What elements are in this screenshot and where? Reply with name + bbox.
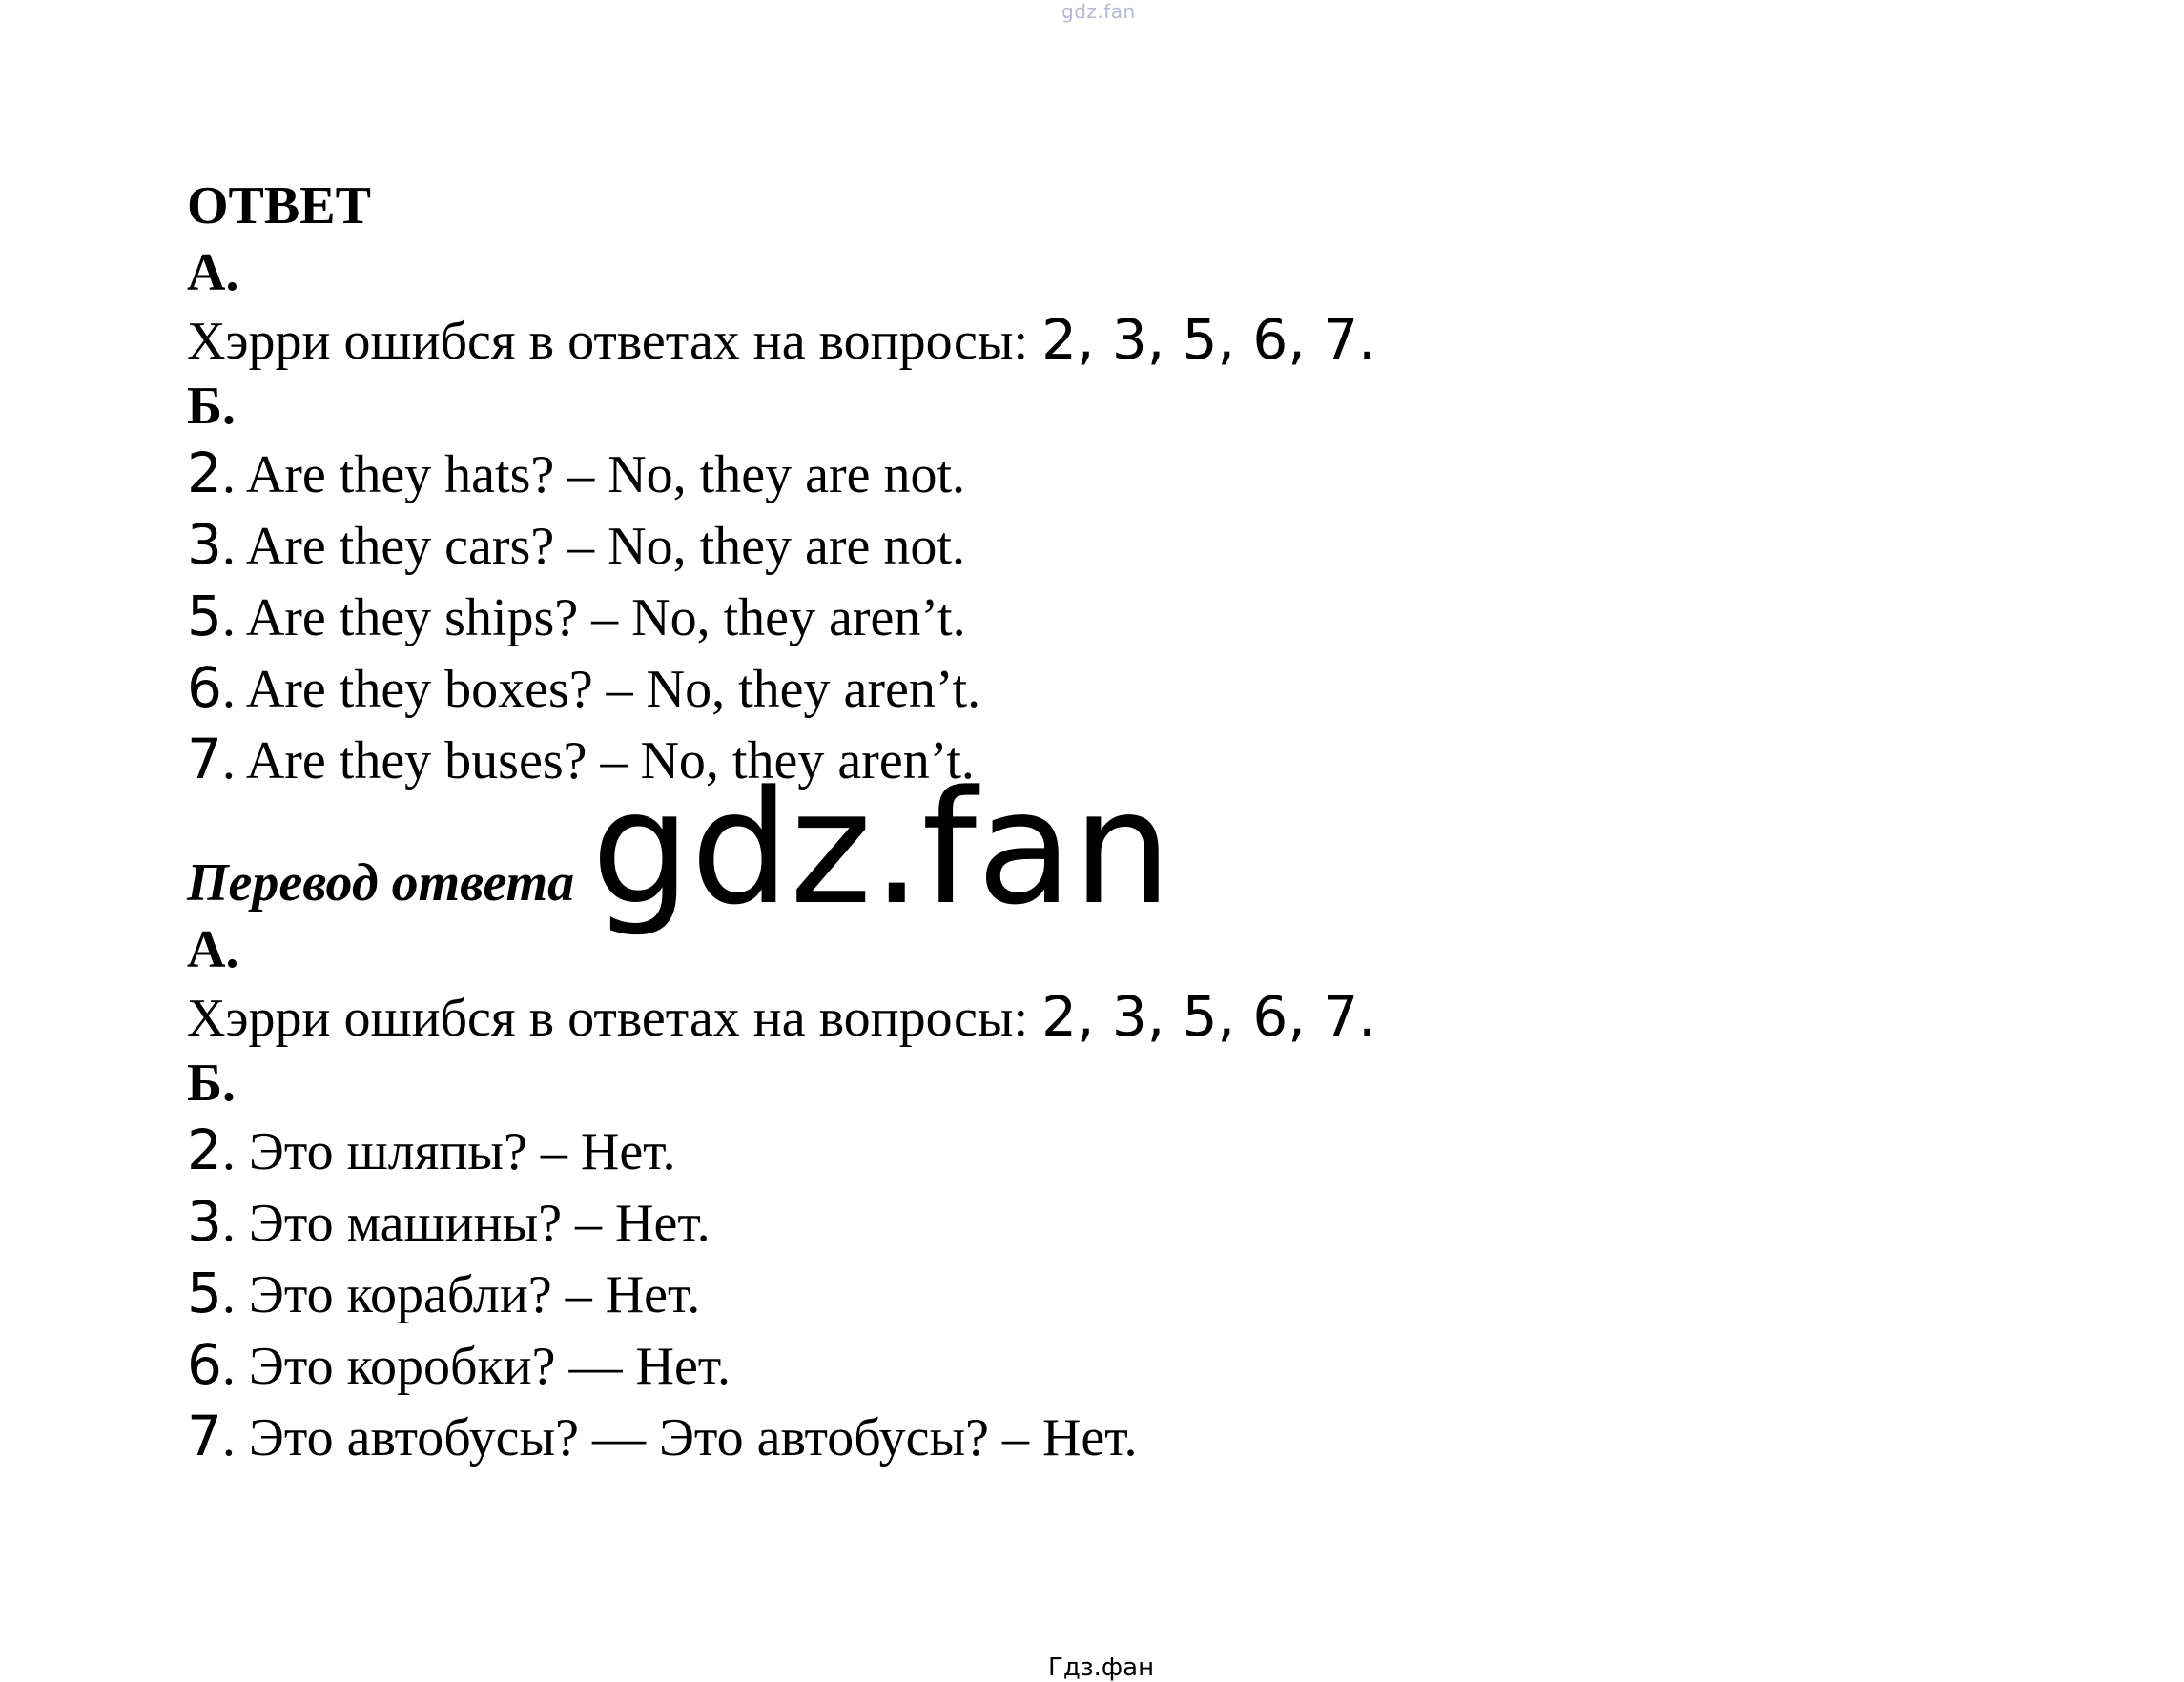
answer-section-a-numbers: 2, 3, 5, 6, 7. [1041,307,1376,372]
answer-item-text: . Are they cars? – No, they are not. [221,517,965,576]
translation-item [187,1404,1138,1468]
translation-item-number: 2 [187,1118,222,1182]
translation-item-text: . Это машины? – Нет. [221,1194,711,1253]
translation-section-a-label: А. [187,920,239,979]
answer-item-number: 6 [187,655,222,720]
answer-item-text: . Are they buses? – No, they aren’t. [221,731,975,790]
translation-section-a-numbers: 2, 3, 5, 6, 7. [1041,984,1376,1049]
answer-item-number: 3 [187,512,222,577]
answer-item [187,655,981,720]
translation-item-text: . Это шляпы? – Нет. [221,1122,676,1181]
translation-heading: Перевод ответа [187,853,575,913]
translation-item [187,1189,711,1254]
answer-section-a-paragraph [187,307,1376,372]
answer-item-text: . Are they hats? – No, they are not. [221,445,966,504]
footer-text: Гдз.фан [1048,1653,1155,1682]
translation-item-text: . Это корабли? – Нет. [221,1265,701,1324]
translation-item-number: 5 [187,1261,222,1325]
watermark-text: gdz.fan [591,757,1172,939]
answer-item-text: . Are they boxes? – No, they aren’t. [221,660,981,719]
answer-item-text: . Are they ships? – No, they aren’t. [221,588,966,647]
answer-item-number: 2 [187,441,222,505]
translation-item [187,1118,676,1182]
answer-item-number: 7 [187,727,222,791]
answer-item [187,512,965,577]
translation-item-number: 7 [187,1404,222,1468]
translation-item-number: 3 [187,1189,222,1254]
answer-section-b-label: Б. [187,377,237,436]
answer-item-number: 5 [187,584,222,648]
answer-section-a-text: Хэрри ошибся в ответах на вопросы: [187,312,1042,371]
answer-section-a-label: А. [187,243,239,302]
translation-item-text: . Это автобусы? — Это автобусы? – Нет. [221,1408,1138,1467]
top-watermark-text: gdz.fan [1061,0,1136,23]
translation-item-number: 6 [187,1332,222,1397]
answer-item [187,441,966,505]
translation-section-a-paragraph [187,984,1376,1049]
answer-heading: ОТВЕТ [187,176,371,236]
translation-item [187,1261,701,1325]
answer-item [187,584,966,648]
translation-item [187,1332,731,1397]
translation-item-text: . Это коробки? — Нет. [221,1337,731,1396]
translation-section-a-text: Хэрри ошибся в ответах на вопросы: [187,989,1042,1048]
translation-section-b-label: Б. [187,1054,237,1113]
